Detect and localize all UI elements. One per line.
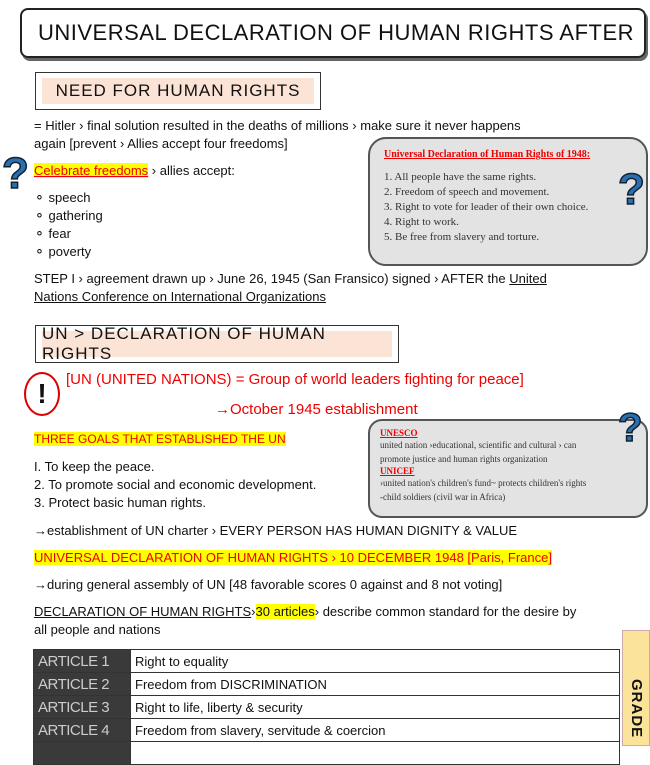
udhr-date: UNIVERSAL DECLARATION OF HUMAN RIGHTS › 10 DECEMBER 1948 [Paris, France] — [34, 550, 552, 565]
article-label — [34, 742, 131, 765]
exclamation-icon: ! — [24, 372, 60, 416]
list-item: 2. Freedom of speech and movement. — [384, 186, 550, 198]
list-item: 2. To promote social and economic development. — [34, 477, 317, 492]
thirty-articles: 30 articles — [255, 604, 315, 619]
section-heading-need — [35, 72, 321, 110]
table-row — [34, 742, 620, 765]
table-row — [34, 719, 620, 742]
text: › — [251, 604, 256, 619]
article-label: ARTICLE 4 — [34, 719, 131, 742]
table-row — [34, 650, 620, 673]
text-line: →during general assembly of UN [48 favorable scores 0 against and 8 not voting] — [34, 577, 503, 592]
bullet-icon: ⚬ — [34, 244, 49, 259]
text-line: →establishment of UN charter › EVERY PERSON HAS HUMAN DIGNITY & VALUE — [34, 523, 518, 538]
article-text — [131, 742, 620, 765]
section-heading-text: NEED FOR HUMAN RIGHTS — [42, 78, 314, 104]
article-label: ARTICLE 3 — [34, 696, 131, 719]
text: STEP I › agreement drawn up › June 26, 1945 (San Fransico) signed › AFTER the — [34, 271, 510, 286]
list-item: speech — [48, 190, 91, 205]
goals-heading: THREE GOALS THAT ESTABLISHED THE UN — [34, 432, 286, 446]
list-item: gathering — [48, 208, 103, 223]
freedoms-list — [34, 190, 103, 262]
goals-list — [34, 459, 316, 513]
list-item: 3. Right to vote for leader of their own choice. — [384, 201, 589, 213]
text: DECLARATION OF HUMAN RIGHTS — [34, 604, 252, 619]
bullet-icon: ⚬ — [34, 226, 49, 241]
text-line: promote justice and human rights organization — [380, 454, 548, 464]
un-definition: [UN (UNITED NATIONS) = Group of world leaders fighting for peace] — [66, 371, 524, 388]
text-line: -child soldiers (civil war in Africa) — [380, 492, 506, 502]
celebrate-freedoms: Celebrate freedoms — [34, 163, 149, 178]
list-item: poverty — [48, 244, 92, 259]
text-line: all people and nations — [34, 622, 161, 637]
udhr-1948-box — [368, 137, 648, 266]
text: › describe common standard for the desire by — [314, 604, 577, 619]
question-mark-icon: ? — [618, 165, 645, 214]
article-text: Right to life, liberty & security — [131, 696, 620, 719]
article-label: ARTICLE 1 — [34, 650, 131, 673]
list-item: 1. All people have the same rights. — [384, 171, 537, 183]
text: United — [509, 271, 547, 286]
grade-label: GRADE — [628, 679, 645, 739]
article-text: Freedom from DISCRIMINATION — [131, 673, 620, 696]
unicef-heading: UNICEF — [380, 466, 415, 476]
list-item: 3. Protect basic human rights. — [34, 495, 206, 510]
articles-table — [33, 649, 620, 765]
established-date: →October 1945 establishment — [215, 401, 418, 418]
article-label: ARTICLE 2 — [34, 673, 131, 696]
bullet-icon: ⚬ — [34, 208, 49, 223]
text: › allies accept: — [148, 163, 235, 178]
list-item: 5. Be free from slavery and torture. — [384, 231, 540, 243]
question-mark-icon: ? — [2, 149, 29, 198]
text-line: again [prevent › Allies accept four freedoms] — [34, 136, 288, 151]
text-line: ›united nation's children's fund~ protects children's rights — [380, 478, 587, 488]
unesco-heading: UNESCO — [380, 428, 418, 438]
page-title: UNIVERSAL DECLARATION OF HUMAN RIGHTS AFTER — [20, 8, 646, 58]
un-agencies-box — [368, 419, 648, 518]
table-row — [34, 696, 620, 719]
section-heading-un — [35, 325, 399, 363]
article-text: Freedom from slavery, servitude & coercion — [131, 719, 620, 742]
section-heading-text: UN > DECLARATION OF HUMAN RIGHTS — [42, 331, 392, 357]
list-item: fear — [48, 226, 71, 241]
text-line: = Hitler › final solution resulted in the deaths of millions › make sure it never happens — [34, 118, 521, 133]
box-heading: Universal Declaration of Human Rights of 1948: — [384, 149, 591, 160]
text-line: united nation ›educational, scientific and cultural › can — [380, 440, 577, 450]
list-item: I. To keep the peace. — [34, 459, 155, 474]
table-row — [34, 673, 620, 696]
list-item: 4. Right to work. — [384, 216, 459, 228]
article-text: Right to equality — [131, 650, 620, 673]
bullet-icon: ⚬ — [34, 190, 49, 205]
question-mark-icon: ? — [618, 406, 643, 450]
grade-side-tab[interactable] — [622, 630, 650, 746]
text-line: Nations Conference on International Organizations — [34, 289, 326, 304]
